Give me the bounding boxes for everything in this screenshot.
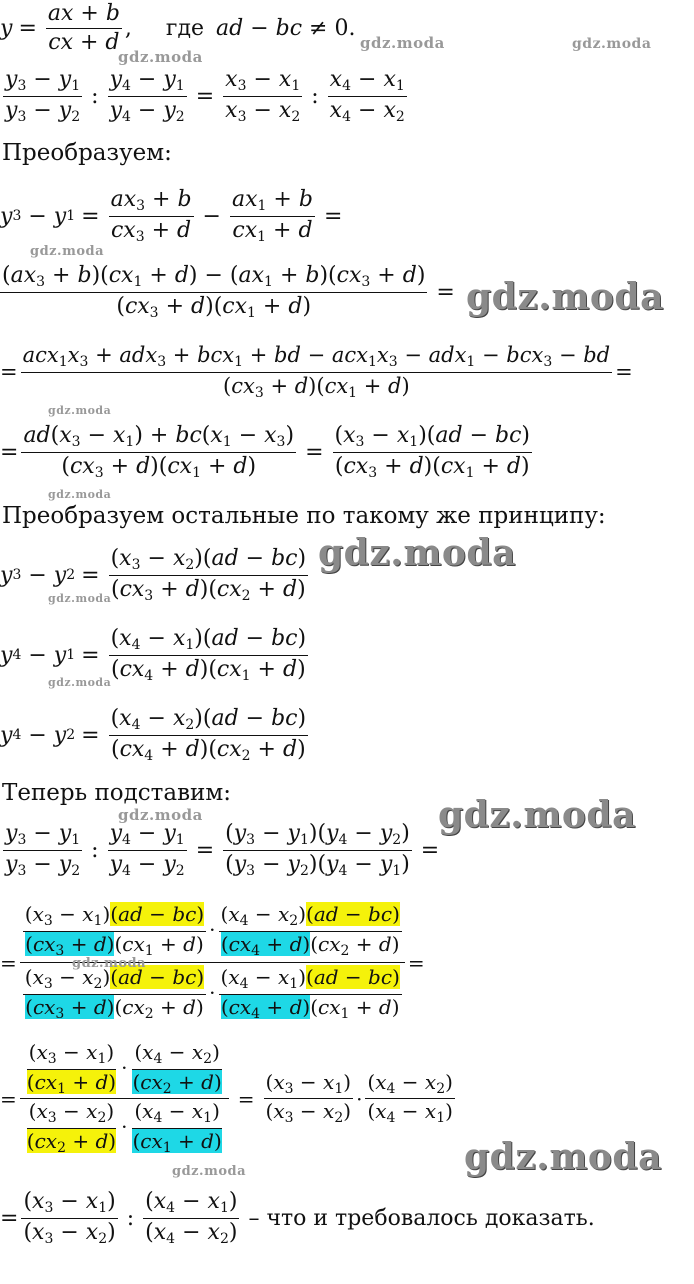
watermark: gdz.moda — [438, 794, 636, 836]
step-final: = $\frac{(x_3 - x_1)}{(x_3 - x_2)}$ : $\frac{(x_4 - x_1)}{(x_4 - x_2)}$ – что и требовалось доказать. — [0, 1189, 595, 1247]
transform-heading: Преобразуем: — [2, 140, 172, 166]
transform-rest-heading: Преобразуем остальные по такому же принципу: — [2, 503, 606, 529]
watermark: gdz.moda — [118, 806, 203, 824]
step-y3-y1: y 3 − y 1 = $\frac{ax_3 + b}{cx_3 + d}$ − $\frac{ax_1 + b}{cx_1 + d}$ = — [0, 187, 343, 245]
statement-to-prove: $\frac{y_3 - y_1}{y_3 - y_2}$ : $\frac{y_4 - y_1}{y_4 - y_2}$ = $\frac{x_3 - x_1}{x_3 - x_2}$ : $\frac{x_4 - x_1}{x_4 - x_2}$ — [5, 67, 405, 125]
watermark: gdz.moda — [318, 532, 516, 574]
step-common-denominator: $\frac{(ax_3 + b)(cx_1 + d) - (ax_1 + b)(cx_3 + d)}{(cx_3 + d)(cx_1 + d)}$ = — [2, 263, 455, 321]
watermark: gdz.moda — [572, 36, 652, 52]
substitute-heading: Теперь подставим: — [2, 780, 232, 806]
step-substitute: $\frac{y_3 - y_1}{y_3 - y_2}$ : $\frac{y_4 - y_1}{y_4 - y_2}$ = $\frac{(y_3 - y_1)(y_4 - y_2)}{(y_3 - y_2)(y_4 - y_1)}$ = — [5, 821, 440, 879]
watermark: gdz.moda — [48, 676, 112, 689]
watermark: gdz.moda — [118, 48, 203, 66]
watermark: gdz.moda — [48, 592, 112, 605]
watermark: gdz.moda — [48, 488, 112, 501]
watermark: gdz.moda — [30, 244, 105, 259]
watermark: gdz.moda — [72, 956, 147, 971]
formula-definition: y = $\frac{ax + b}{cx + d}$ , где ad − bc ≠ 0. — [0, 1, 356, 55]
step-y4-y2: y 4 − y 2 = $\frac{(x_4 - x_2)(ad - bc)}{(cx_4 + d)(cx_2 + d)}$ — [0, 706, 307, 764]
step-y4-y1: y 4 − y 1 = $\frac{(x_4 - x_1)(ad - bc)}{(cx_4 + d)(cx_1 + d)}$ — [0, 626, 307, 684]
watermark: gdz.moda — [360, 34, 445, 52]
step-factored: = $\frac{ad(x_3 - x_1) + bc(x_1 - x_3)}{(cx_3 + d)(cx_1 + d)}$ = $\frac{(x_3 - x_1)(ad - bc)}{(cx_3 + d)(cx_1 + d)}$ — [0, 423, 530, 481]
watermark: gdz.moda — [172, 1164, 247, 1179]
watermark: gdz.moda — [466, 276, 664, 318]
watermark: gdz.moda — [464, 1136, 662, 1178]
step-compound-fraction: = $\frac{(x_3 - x_1)(ad - bc)}{(cx_3 + d)(cx_1 + d)}$ · $\frac{(x_4 - x_2)(ad - bc)}{(cx_4 + d)(cx_2 + d)}$ $\frac{(x_3 - x_2)(ad - bc)}{(cx_3 + d)(cx_2 + d)}$ · $\frac{(x_4 - x_1)(ad - bc)}{(cx_4 + d)(cx_1 + d)}$ = — [0, 902, 425, 1022]
step-expanded: = $\frac{acx_1x_3 + adx_3 + bcx_1 + bd - acx_1x_3 - adx_1 - bcx_3 - bd}{(cx_3 + d)(cx_1 + d)}$ = — [0, 343, 633, 401]
conclusion-text: – что и требовалось доказать. — [248, 1205, 595, 1231]
watermark: gdz.moda — [48, 404, 112, 417]
where-word: где — [165, 15, 205, 41]
step-cancelled: = $\frac{(x_3 - x_1)}{(cx_1 + d)}$ · $\frac{(x_4 - x_2)}{(cx_2 + d)}$ $\frac{(x_3 - x_2)}{(cx_2 + d)}$ · $\frac{(x_4 - x_1)}{(cx_1 + d)}$ = $\frac{(x_3 - x_1)}{(x_3 - x_2)}$ · $\frac{(x_4 - x_2)}{(x_4 - x_1)}$ — [0, 1040, 453, 1156]
step-y3-y2: y 3 − y 2 = $\frac{(x_3 - x_2)(ad - bc)}{(cx_3 + d)(cx_2 + d)}$ — [0, 546, 307, 604]
